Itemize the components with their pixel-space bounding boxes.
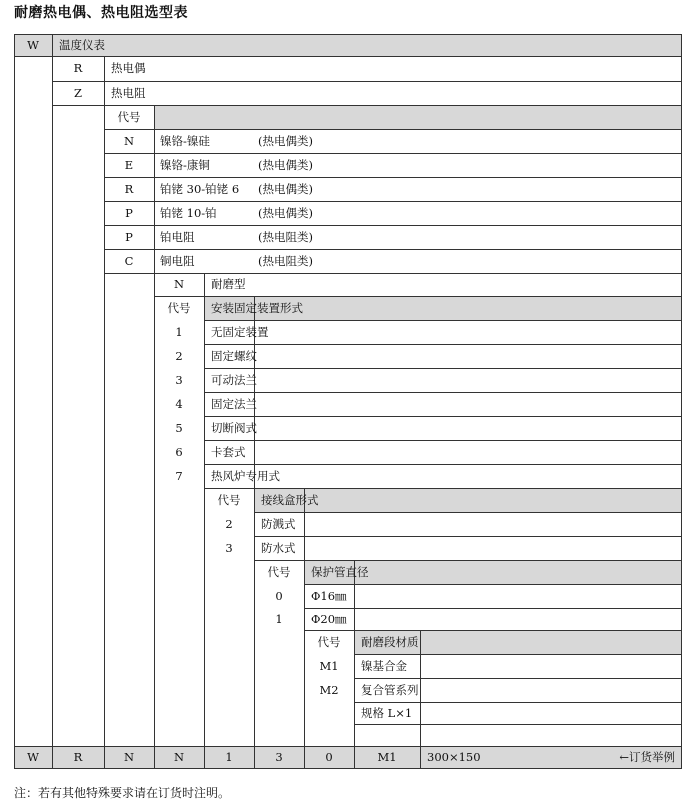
example-code: W bbox=[27, 750, 39, 764]
section3-label: 防水式 bbox=[261, 541, 296, 555]
wear-code: N bbox=[173, 277, 185, 291]
section2-code: 7 bbox=[175, 469, 183, 483]
section2-label: 热风炉专用式 bbox=[211, 469, 280, 483]
section1-code: C bbox=[124, 254, 134, 268]
section2-code: 3 bbox=[175, 373, 183, 387]
example-code: N bbox=[173, 750, 185, 764]
section5-code: M1 bbox=[319, 659, 339, 673]
section1-category: (热电阻类) bbox=[258, 254, 313, 268]
example-code: 1 bbox=[225, 750, 233, 764]
section2-header-label: 安装固定装置形式 bbox=[211, 301, 303, 315]
section5-label: 镍基合金 bbox=[361, 659, 407, 673]
example-code: 3 bbox=[275, 750, 283, 764]
section2-label: 卡套式 bbox=[211, 445, 246, 459]
section2-code: 2 bbox=[175, 349, 183, 363]
section5-code bbox=[304, 702, 354, 724]
section2-code: 4 bbox=[175, 397, 183, 411]
section1-category: (热电偶类) bbox=[258, 158, 313, 172]
example-code: N bbox=[123, 750, 135, 764]
section4-header-label: 保护管直径 bbox=[311, 565, 369, 579]
type-code: Z bbox=[74, 86, 82, 100]
main-code: W bbox=[27, 38, 39, 52]
section4-code: 1 bbox=[275, 612, 283, 626]
section2-label: 切断阀式 bbox=[211, 421, 257, 435]
section1-category: (热电偶类) bbox=[258, 206, 313, 220]
example-code: 0 bbox=[325, 750, 333, 764]
type-label: 热电偶 bbox=[111, 61, 146, 75]
footer-note: 注：若有其他特殊要求请在订货时注明。 bbox=[14, 786, 231, 800]
section2-label: 固定螺纹 bbox=[211, 349, 257, 363]
grid-line-horizontal bbox=[14, 768, 682, 769]
section1-category: (热电偶类) bbox=[258, 134, 313, 148]
section4-code: 0 bbox=[275, 589, 283, 603]
section3-code: 2 bbox=[225, 517, 233, 531]
section1-header-shade bbox=[154, 105, 681, 129]
section2-label: 固定法兰 bbox=[211, 397, 257, 411]
section1-name: 铜电阻 bbox=[160, 254, 195, 268]
example-code: M1 bbox=[377, 750, 397, 764]
example-code: R bbox=[73, 750, 83, 764]
example-note: ←订货举例 bbox=[619, 750, 675, 764]
section1-name: 镍铬-康铜 bbox=[160, 158, 210, 172]
wear-label: 耐磨型 bbox=[211, 277, 246, 291]
grid-line-vertical bbox=[52, 34, 53, 769]
grid-line-vertical bbox=[14, 34, 15, 769]
grid-line-vertical bbox=[681, 34, 682, 769]
section1-name: 镍铬-镍硅 bbox=[160, 134, 210, 148]
section1-category: (热电偶类) bbox=[258, 182, 313, 196]
section1-code: N bbox=[123, 134, 135, 148]
type-code: R bbox=[73, 61, 83, 75]
section2-label: 可动法兰 bbox=[211, 373, 257, 387]
section4-header-code: 代号 bbox=[267, 565, 291, 579]
section4-label: Φ20㎜ bbox=[311, 612, 347, 626]
section5-label: 规格 L×1 bbox=[361, 706, 413, 720]
section4-label: Φ16㎜ bbox=[311, 589, 347, 603]
section5-header-label: 耐磨段材质 bbox=[361, 635, 419, 649]
section2-label: 无固定装置 bbox=[211, 325, 269, 339]
section1-name: 铂电阻 bbox=[160, 230, 195, 244]
section1-code: E bbox=[124, 158, 134, 172]
section1-header-code: 代号 bbox=[117, 110, 141, 124]
section1-code: R bbox=[124, 182, 134, 196]
section2-code: 1 bbox=[175, 325, 183, 339]
section5-label: 复合管系列 bbox=[361, 683, 419, 697]
section3-header-code: 代号 bbox=[217, 493, 241, 507]
section1-code: P bbox=[125, 206, 133, 220]
section2-header-code: 代号 bbox=[167, 301, 191, 315]
section2-code: 5 bbox=[175, 421, 183, 435]
page-title: 耐磨热电偶、热电阻选型表 bbox=[14, 5, 188, 21]
section3-code: 3 bbox=[225, 541, 233, 555]
section2-code: 6 bbox=[175, 445, 183, 459]
main-label: 温度仪表 bbox=[59, 38, 105, 52]
section3-header-label: 接线盒形式 bbox=[261, 493, 319, 507]
example-spec: 300×150 bbox=[427, 750, 481, 764]
section3-label: 防溅式 bbox=[261, 517, 296, 531]
section5-header-code: 代号 bbox=[317, 635, 341, 649]
section1-name: 铂铑 30-铂铑 6 bbox=[160, 182, 240, 196]
section1-category: (热电阻类) bbox=[258, 230, 313, 244]
section5-code: M2 bbox=[319, 683, 339, 697]
grid-line-horizontal bbox=[354, 724, 682, 725]
section1-name: 铂铑 10-铂 bbox=[160, 206, 217, 220]
type-label: 热电阻 bbox=[111, 86, 146, 100]
section1-code: P bbox=[125, 230, 133, 244]
